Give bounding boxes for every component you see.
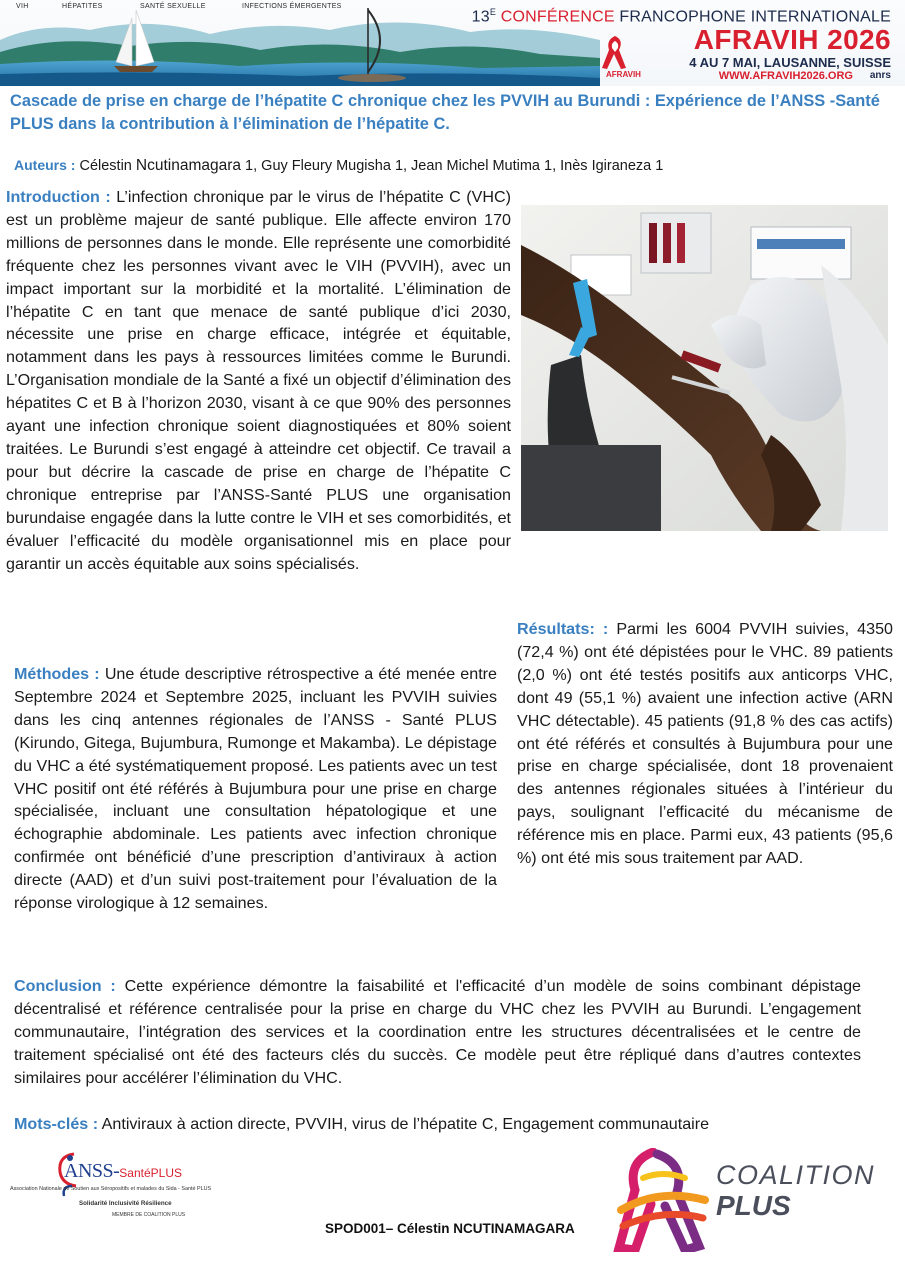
conclusion-section xyxy=(14,975,861,1090)
red-ribbon-icon xyxy=(598,34,632,70)
conclusion-label: Conclusion : xyxy=(14,977,116,995)
topic-vih: VIH xyxy=(16,3,29,10)
anss-member-text: MEMBRE DE COALITION PLUS xyxy=(112,1212,186,1218)
introduction-label: Introduction : xyxy=(6,188,111,206)
results-text: Parmi les 6004 PVVIH suivies, 4350 (72,4 %) ont été dépistées pour le VHC. 89 patients (2,0 %) ont été testés positifs aux anticorps VHC, dont 49 (55,1 %) avaient une infection active (ARN VHC détectable). 45 patients (91,8 % des cas actifs) ont été référés et consultés à Bujumbura pour une prise en charge spécialisée, dont 18 provenaient des antennes régionales situées à l’intérieur du pays, soulignant l’efficacité du mécanisme de référence mis en place. Parmi eux, 43 patients (95,6 %) ont été mis sous traitement par AAD. xyxy=(517,620,893,868)
topic-sante-sexuelle: SANTÉ SEXUELLE xyxy=(140,3,206,10)
first-author-given-name: Célestin xyxy=(79,158,132,174)
anss-full-name: Association Nationale de Soutien aux Séropositifs et malades du Sida - Santé PLUS xyxy=(10,1186,212,1192)
afravih-logo-text: AFRAVIH xyxy=(606,70,641,79)
poster-title: Cascade de prise en charge de l’hépatite C chronique chez les PVVIH au Burundi : Expérience de l’ANSS -Santé PLUS dans la contribution à l’élimination de l’hépatite C. xyxy=(10,92,880,133)
keywords-section xyxy=(14,1115,709,1134)
conclusion-text: Cette expérience démontre la faisabilité et l'efficacité d’un modèle de soins combinant dépistage décentralisé et référence centralisée pour la prise en charge du VHC chez les PVVIH au Burundi. L’engagement communautaire, l’intégration des services et la coordination entre les structures décentralisées et le centre de traitement spécialisé ont été des facteurs clés du succès. Ce modèle peut être répliqué dans d’autres contextes similaires pour accélérer l’élimination du VHC. xyxy=(14,977,861,1087)
conference-headline: $13^E$ CONFÉRENCE FRANCOPHONE INTERNATIONALE xyxy=(471,7,891,26)
keywords-text: Antiviraux à action directe, PVVIH, virus de l’hépatite C, Engagement communautaire xyxy=(101,1115,710,1133)
blood-draw-photo xyxy=(521,205,888,531)
anrs-logo: anrs xyxy=(869,70,891,81)
authors-line xyxy=(14,157,663,175)
topic-infections-emergentes: INFECTIONS ÉMERGENTES xyxy=(242,3,342,10)
keywords-label: Mots-clés : xyxy=(14,1115,99,1133)
conference-dates: 4 AU 7 MAI, LAUSANNE, SUISSE xyxy=(689,55,891,70)
conference-url: WWW.AFRAVIH2026.ORG xyxy=(718,70,853,82)
poster-id: SPOD001– Célestin NCUTINAMAGARA xyxy=(325,1221,575,1236)
results-label: Résultats: : xyxy=(517,620,609,638)
authors-label: Auteurs : xyxy=(14,157,76,173)
authors-rest: 1, Guy Fleury Mugisha 1, Jean Michel Mutima 1, Inès Igiraneza 1 xyxy=(245,158,664,174)
first-author-surname: Ncutinamagara xyxy=(135,157,242,174)
coalition-plus-ribbon-icon xyxy=(613,1148,713,1252)
introduction-section xyxy=(6,186,511,575)
topic-hepatites: HÉPATITES xyxy=(62,3,103,10)
anss-motto: Solidarité Inclusivité Résilience xyxy=(79,1200,172,1207)
anss-logo-text: ANSS-SantéPLUS xyxy=(64,1160,183,1182)
results-section xyxy=(517,618,893,870)
methods-section xyxy=(14,663,497,915)
conference-banner xyxy=(0,0,905,86)
methods-label: Méthodes : xyxy=(14,665,100,683)
introduction-text: L’infection chronique par le virus de l’hépatite C (VHC) est un problème majeur de santé publique. Elle affecte environ 170 millions de personnes dans le monde. Elle représente une comorbidité fréquente chez les personnes vivant avec le VIH (PVVIH), avec un impact important sur la morbidité et la mortalité. L’élimination de l’hépatite C en tant que menace de santé publique d’ici 2030, nécessite une prise en charge efficace, intégrée et équitable, notamment dans les pays à ressources limitées comme le Burundi. L’Organisation mondiale de la Santé a fixé un objectif d’élimination des hépatites C et B à l’horizon 2030, visant à ce que 90% des personnes ayant une infection chronique soient diagnostiquées et 80% soient traitées. Le Burundi s’est engagé à atteindre cet objectif. Ce travail a pour but décrire la cascade de prise en charge de l’hépatite C chronique entreprise par l’ANSS-Santé PLUS une organisation burundaise engagée dans la lutte contre le VIH et ses comorbidités, et évaluer l’efficacité du modèle organisationnel mis en place pour garantir un accès équitable aux soins spécialisés. xyxy=(6,188,511,573)
conference-name: AFRAVIH 2026 xyxy=(693,24,891,55)
coalition-plus-logo-word2: PLUS xyxy=(716,1190,791,1221)
coalition-plus-logo-word1: COALITION xyxy=(716,1160,876,1190)
methods-text: Une étude descriptive rétrospective a été menée entre Septembre 2024 et Septembre 2025, incluant les PVVIH suivies dans les cinq antennes régionales de l’ANSS - Santé PLUS (Kirundo, Gitega, Bujumbura, Rumonge et Makamba). Le dépistage du VHC a été systématiquement proposé. Les patients avec un test VHC positif ont été référés à Bujumbura pour une prise en charge spécialisée, incluant une consultation hépatologique et une échographie abdominale. Les patients avec infection chronique confirmée ont bénéficié d’une prescription d’antiviraux à action directe (AAD) et d’un suivi post-traitement pour l’évaluation de la réponse virologique à 12 semaines. xyxy=(14,665,497,913)
blood-draw-illustration xyxy=(521,205,888,531)
